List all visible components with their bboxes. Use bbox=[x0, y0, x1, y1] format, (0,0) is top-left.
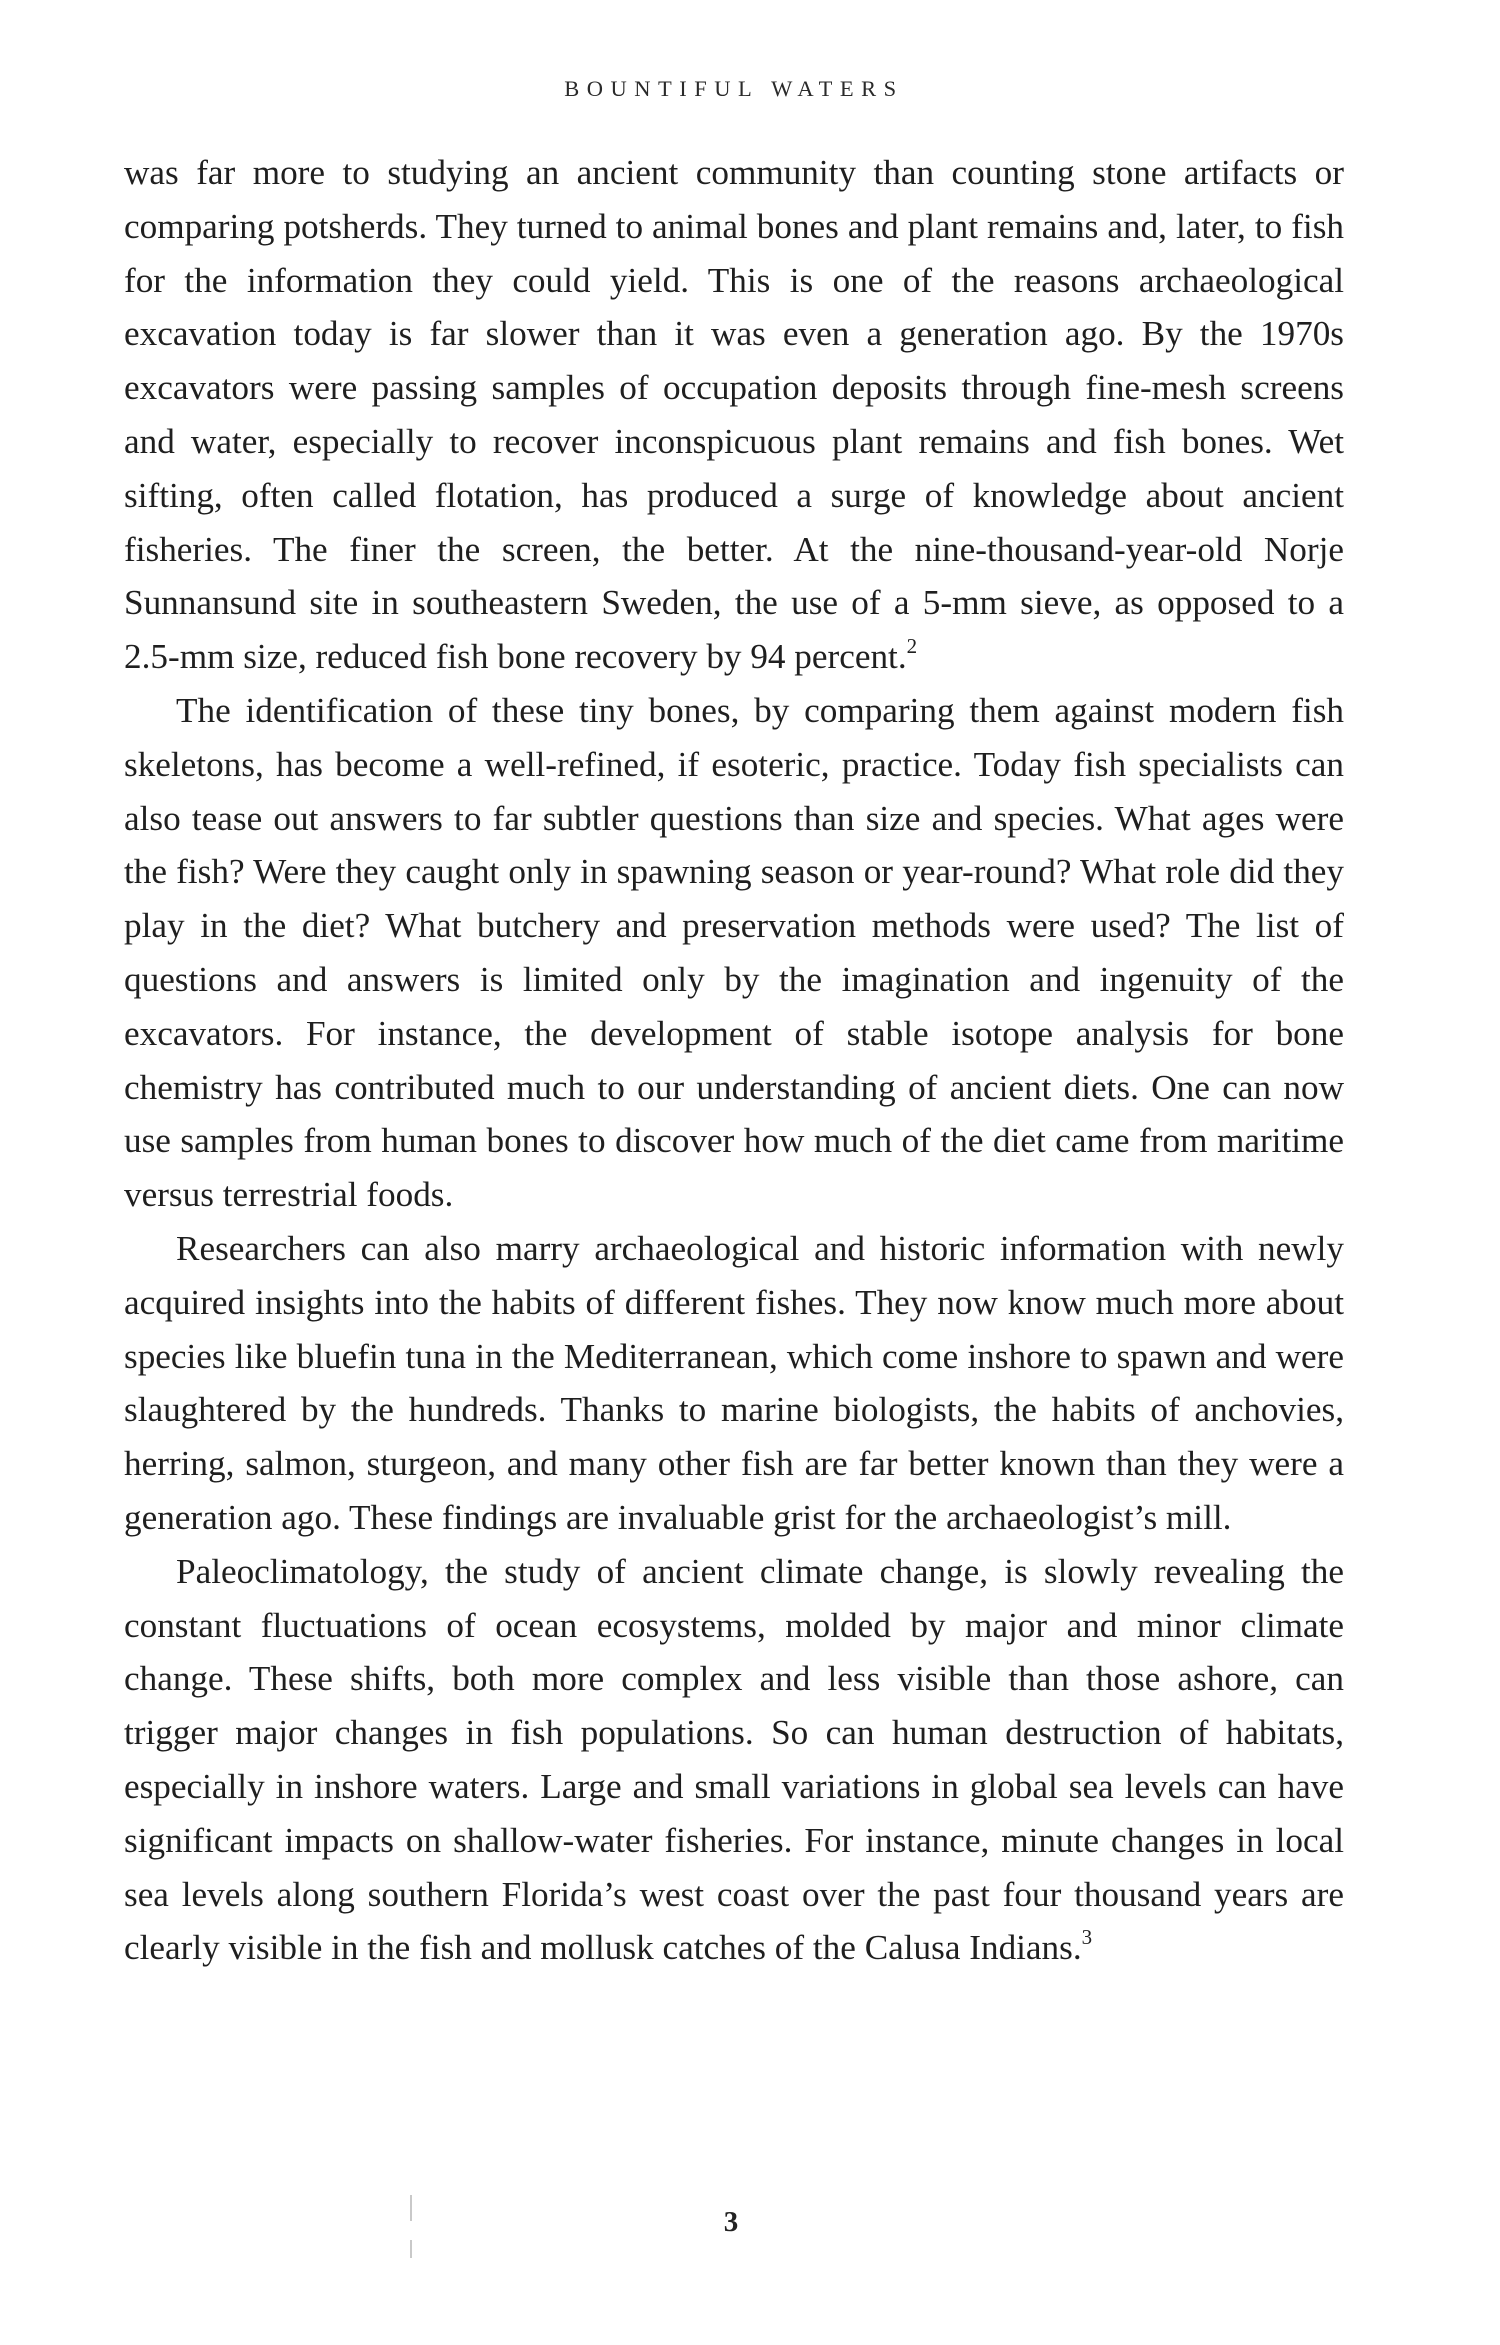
paragraph bbox=[124, 1545, 1344, 1975]
scan-artifact bbox=[410, 2240, 412, 2258]
paragraph bbox=[124, 1222, 1344, 1545]
paragraph bbox=[124, 684, 1344, 1222]
running-head: BOUNTIFUL WATERS bbox=[564, 76, 904, 101]
body-text bbox=[124, 146, 1344, 1975]
paragraph-text: Paleoclimatology, the study of ancient climate change, is slowly revealing the constant fluctuations of ocean ecosystems, molded by major and minor climate change. These shifts, both more complex and less visible than those ashore, can trigger major changes in fish populations. So can human destruction of habitats, especially in inshore waters. Large and small variations in global sea levels can have significant impacts on shallow-water fisheries. For instance, minute changes in local sea levels along southern Florida’s west coast over the past four thousand years are clearly visible in the fish and mollusk catches of the Calusa Indians. bbox=[124, 1551, 1344, 1968]
paragraph-text: was far more to studying an ancient community than counting stone artifacts or comparing potsherds. They turned to animal bones and plant remains and, later, to fish for the information they could yield. This is one of the reasons archaeological excavation today is far slower than it was even a generation ago. By the 1970s excavators were passing samples of occupation deposits through fine-mesh screens and water, especially to recover inconspicuous plant remains and fish bones. Wet sifting, often called flotation, has produced a surge of knowledge about ancient fisheries. The finer the screen, the better. At the nine-thousand-year-old Norje Sunnansund site in southeastern Sweden, the use of a 5-mm sieve, as opposed to a 2.5-mm size, reduced fish bone recovery by 94 percent. bbox=[124, 153, 1344, 677]
paragraph-text: Researchers can also marry archaeological and historic information with newly acquired insights into the habits of different fishes. They now know much more about species like bluefin tuna in the Mediterranean, which come inshore to spawn and were slaughtered by the hundreds. Thanks to marine biologists, the habits of anchovies, herring, salmon, sturgeon, and many other fish are far better known than they were a generation ago. These findings are invaluable grist for the archaeologist’s mill. bbox=[124, 1228, 1344, 1537]
paragraph bbox=[124, 146, 1344, 684]
paragraph-text: The identification of these tiny bones, by comparing them against modern fish skeletons, has become a well-refined, if esoteric, practice. Today fish specialists can also tease out answers to far subtler questions than size and species. What ages were the fish? Were they caught only in spawning season or year-round? What role did they play in the diet? What butchery and preservation methods were used? The list of questions and answers is limited only by the imagination and ingenuity of the excavators. For instance, the development of stable isotope analysis for bone chemistry has contributed much to our understanding of ancient diets. One can now use samples from human bones to discover how much of the diet came from maritime versus terrestrial foods. bbox=[124, 690, 1344, 1215]
footnote-marker: 3 bbox=[1081, 1925, 1093, 1950]
footnote-marker: 2 bbox=[906, 634, 918, 659]
page-number: 3 bbox=[723, 2206, 739, 2238]
